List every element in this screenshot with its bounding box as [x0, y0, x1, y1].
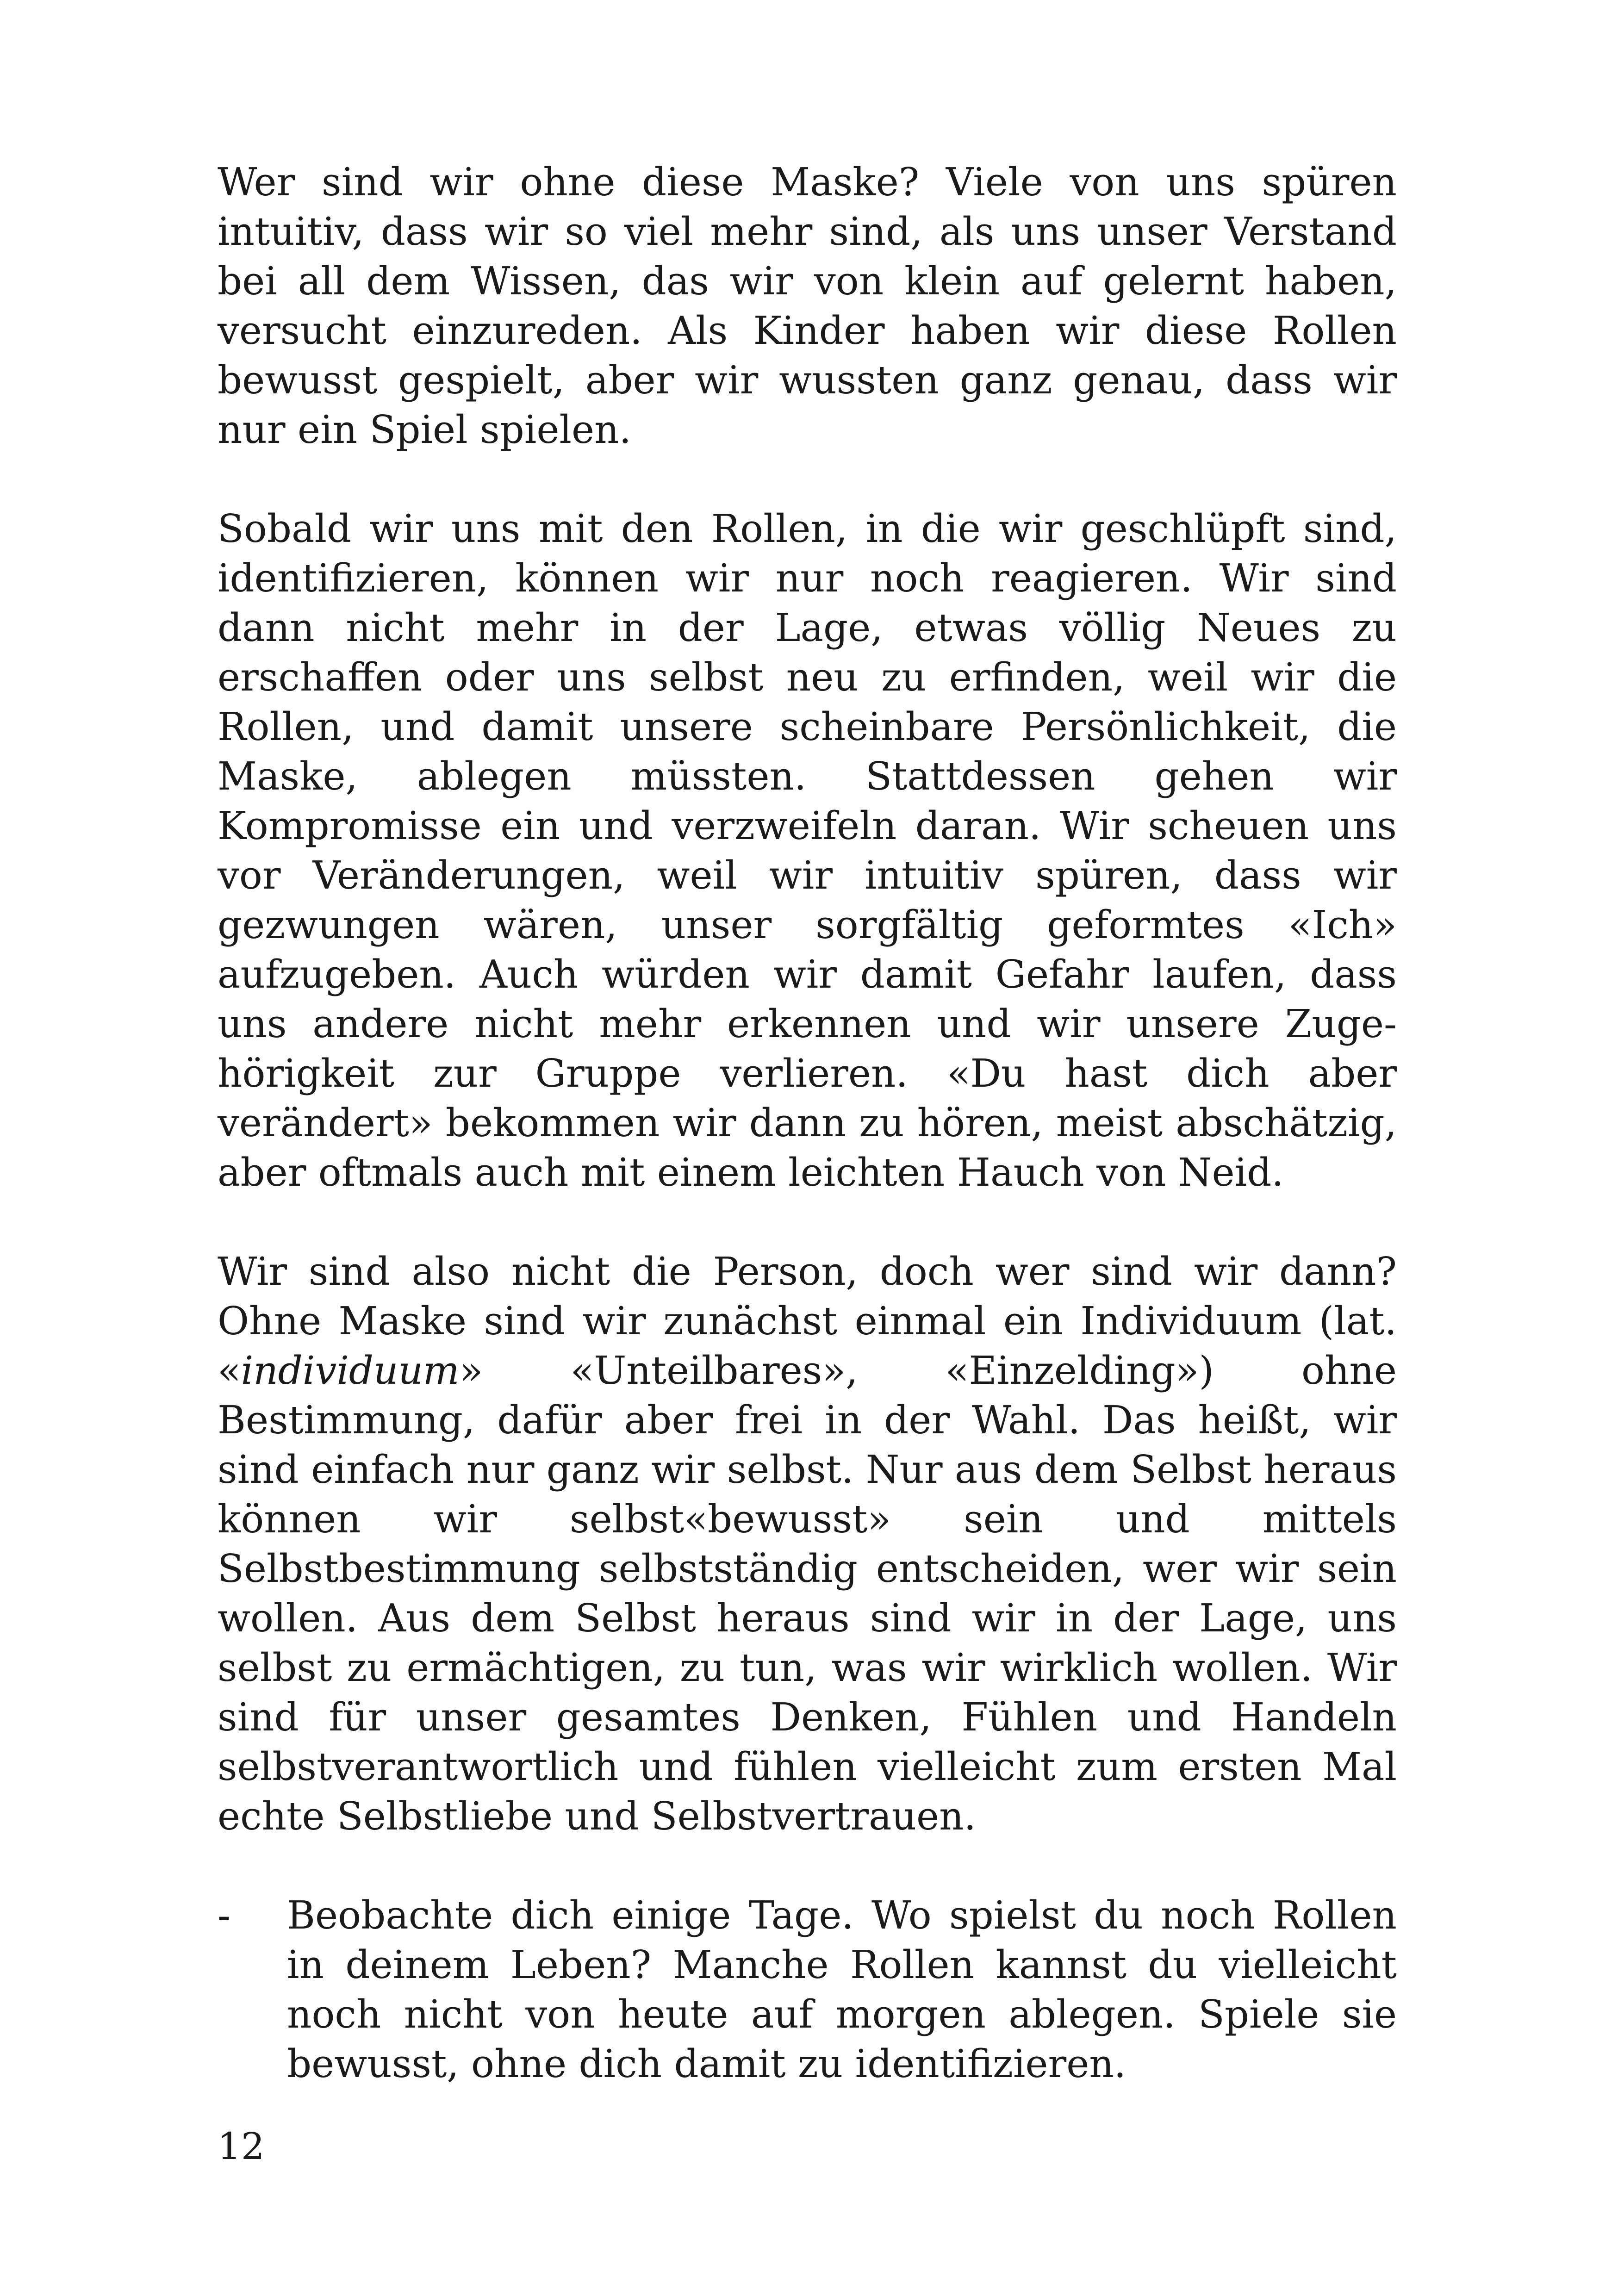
page-number: 12: [218, 2125, 265, 2168]
latin-term: individuum: [241, 1348, 460, 1393]
paragraph-2: Sobald wir uns mit den Rollen, in die wir geschlüpft sind, identifizieren, können wir nur noch reagieren. Wir sind dann nicht mehr in der Lage, etwas völlig Neues zu erschaffen oder uns selbst neu zu erfinden, weil wir die Rollen, und damit unsere scheinbare Persönlichkeit, die Maske, ablegen müssten. Stattdessen gehen wir Kompromisse ein und verzweifeln daran. Wir scheuen uns vor Veränderungen, weil wir intuitiv spüren, dass wir gezwungen wären, unser sorgfältig geformtes «Ich» aufzugeben. Auch würden wir damit Gefahr laufen, dass uns andere nicht mehr erkennen und wir unsere Zugehörigkeit zur Gruppe verlieren. «Du hast dich aber verändert» bekommen wir dann zu hören, meist abschätzig, aber oftmals auch mit einem leichten Hauch von Neid.: [218, 506, 1397, 1195]
paragraph-3-part-2: » «Unteilbares», «Einzelding») ohne Bestimmung, dafür aber frei in der Wahl. Das heißt, wir sind einfach nur ganz wir selbst. Nur aus dem Selbst heraus können wir selbst«bewusst» sein und mittels Selbstbestimmung selbstständig entscheiden, wer wir sein wollen. Aus dem Selbst heraus sind wir in der Lage, uns selbst zu ermächtigen, zu tun, was wir wirklich wollen. Wir sind für unser gesamtes Denken, Fühlen und Handeln selbstverantwortlich und fühlen vielleicht zum ersten Mal echte Selbstliebe und Selbstvertrauen.: [218, 1348, 1397, 1839]
exercise-list-item: [218, 1891, 1397, 2089]
paragraph-3-part-1: Wir sind also nicht die Person, doch wer sind wir dann? Ohne Maske sind wir zunächst einmal ein Individuum (lat. «: [218, 1249, 1397, 1393]
paragraph-1: Wer sind wir ohne diese Maske? Viele von uns spüren intuitiv, dass wir so viel mehr sind, als uns unser Verstand bei all dem Wissen, das wir von klein auf gelernt haben, versucht einzureden. Als Kinder haben wir diese Rollen bewusst gespielt, aber wir wussten ganz genau, dass wir nur ein Spiel spielen.: [218, 160, 1397, 452]
body-text: [218, 157, 1397, 2089]
exercise-text: Beobachte dich einige Tage. Wo spielst du noch Rollen in deinem Leben? Manche Rollen kannst du vielleicht noch nicht von heute auf morgen ablegen. Spiele sie bewusst, ohne dich damit zu identifizieren.: [287, 1893, 1397, 2086]
paragraph-3: [218, 1247, 1397, 1841]
dash-bullet-icon: -: [218, 1893, 231, 1938]
